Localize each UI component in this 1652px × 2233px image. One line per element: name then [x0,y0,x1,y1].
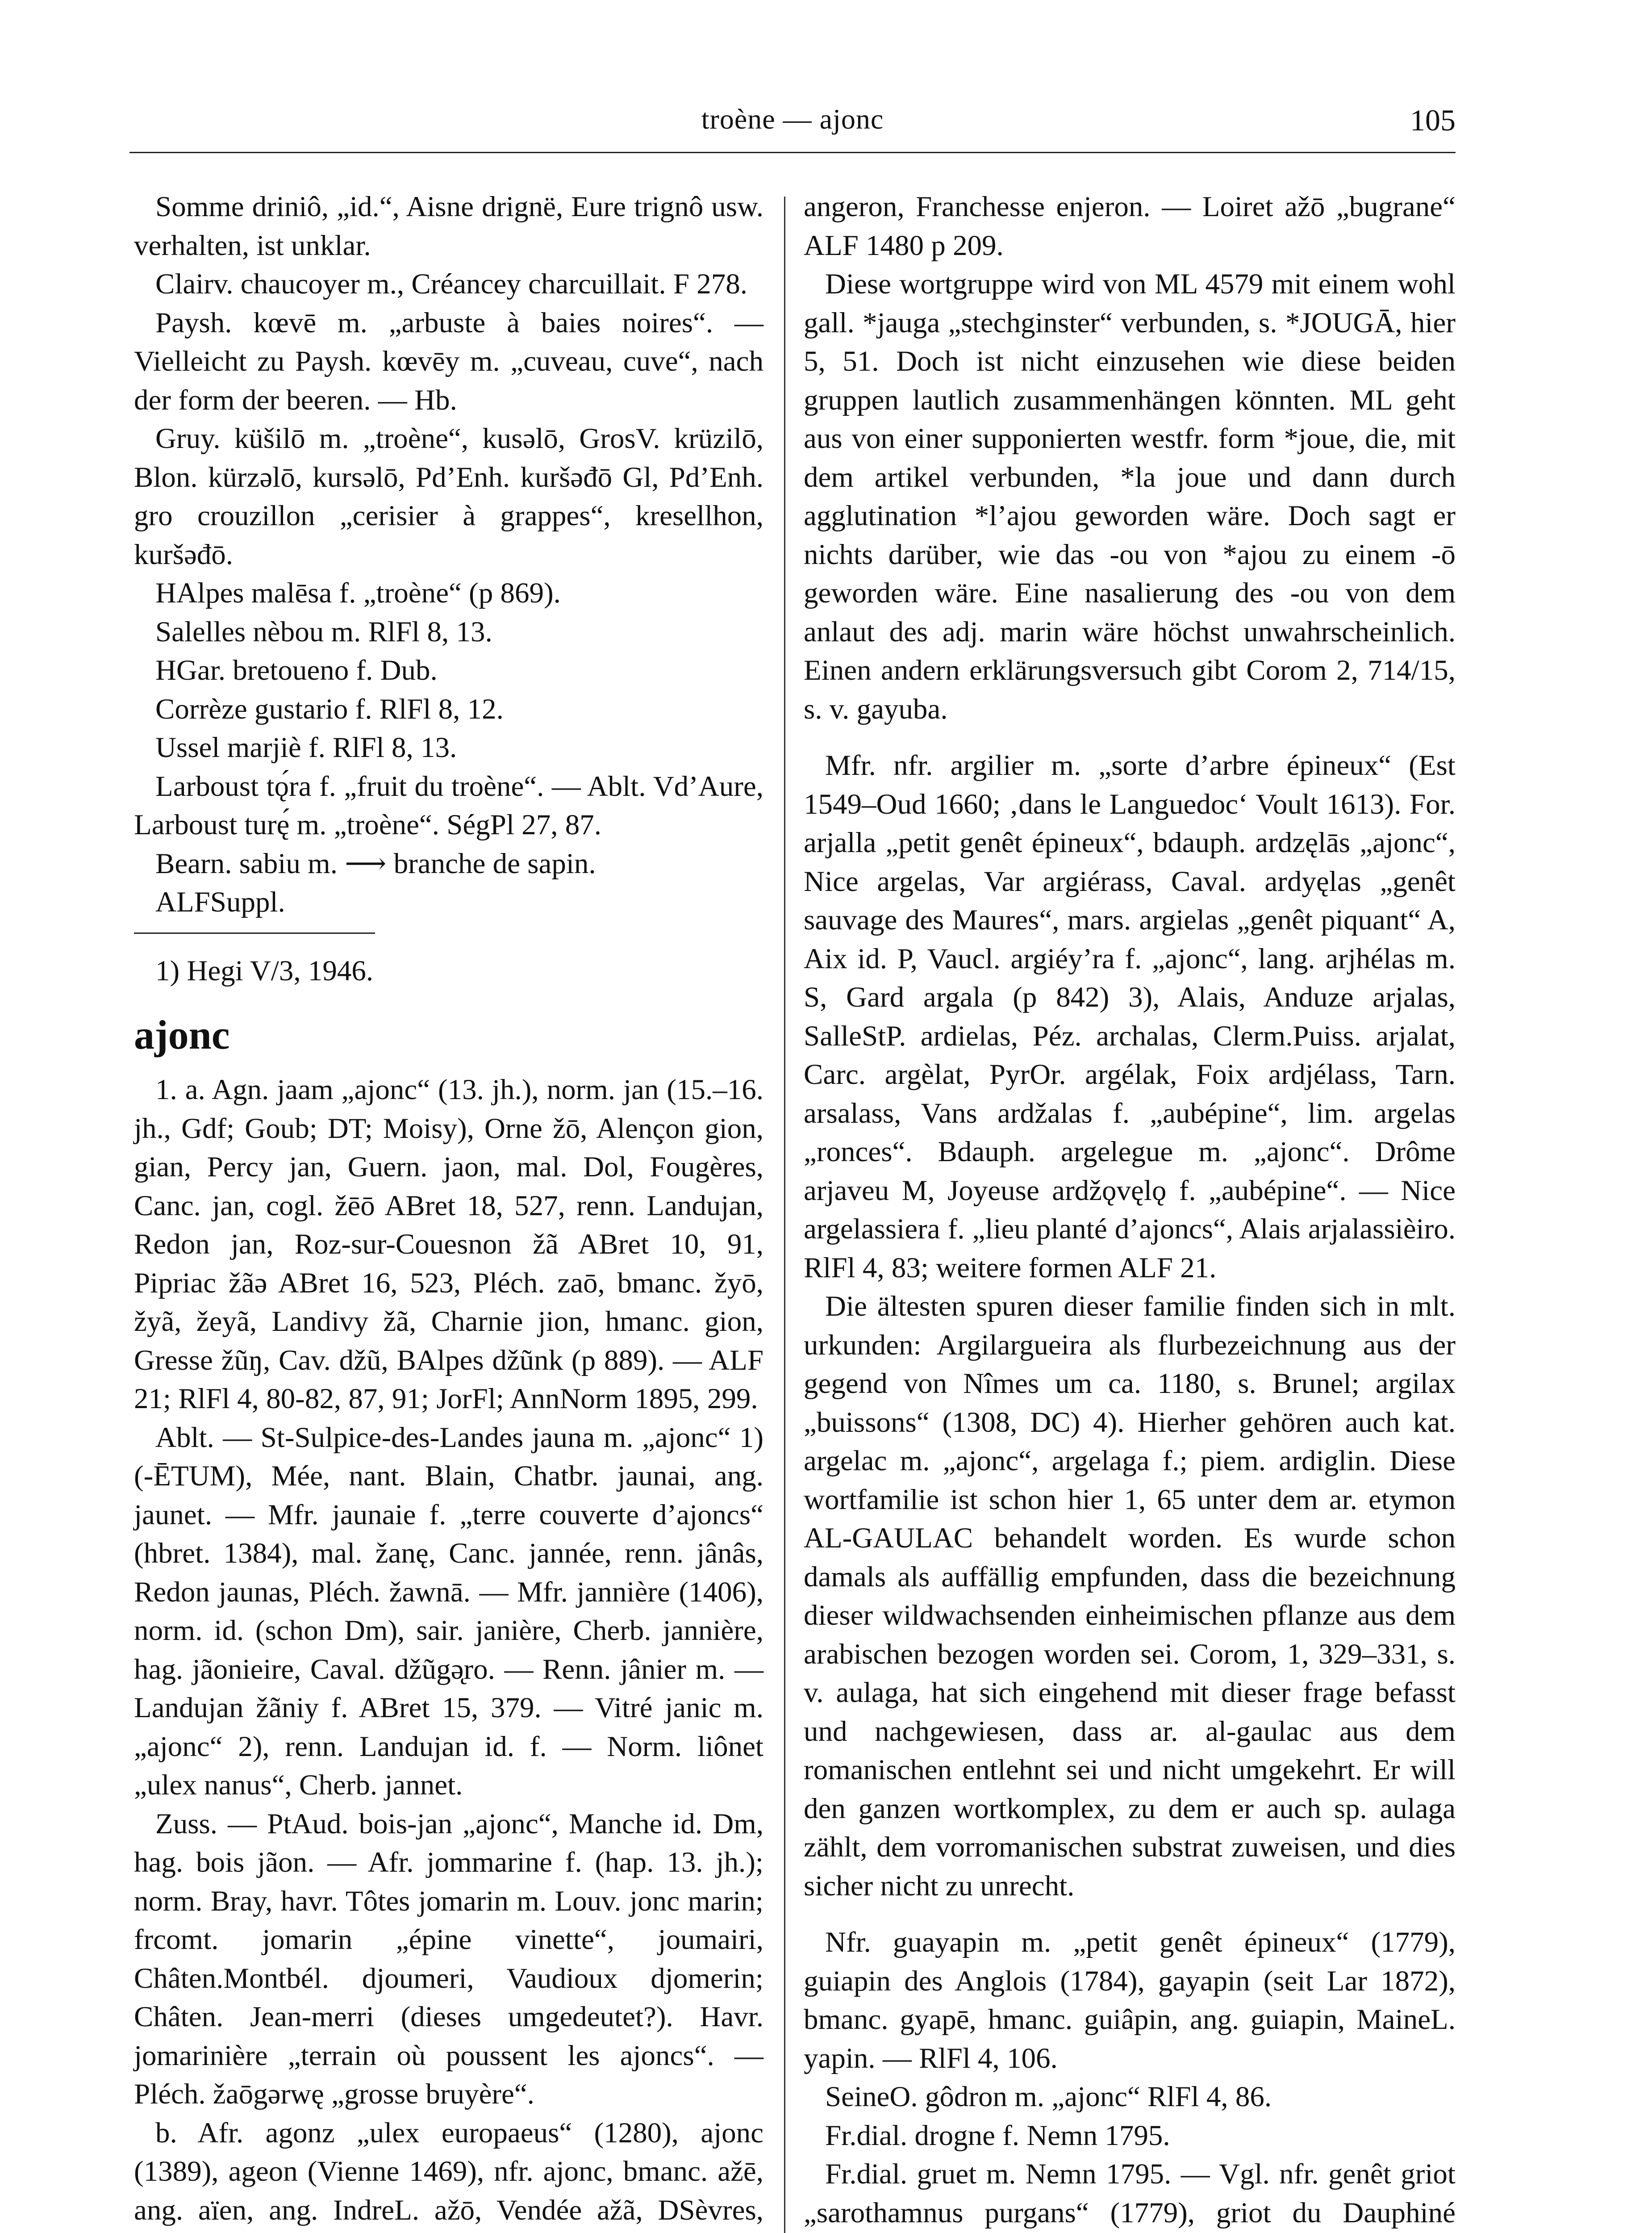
source-label: ALFSuppl. [155,886,285,918]
paragraph: Gruy. küšilō m. „troène“, kusəlō, GrosV. krüzilō, Blon. kürzəlō, kursəlō, Pd’Enh. kuršəđō Gl, Pd’Enh. gro crouzillon „cerisier à grappes“, kresellhon, kuršəđō. [134,422,763,571]
paragraph: Ablt. — St-Sulpice-des-Landes jauna m. „ajonc“ 1) (-ĒTUM), Mée, nant. Blain, Chatbr. jaunai, ang. jaunet. — Mfr. jaunaie f. „terre couverte d’ajoncs“ (hbret. 1384), mal. žanę, Canc. jannée, renn. jânâs, Redon jaunas, Pléch. žawnā. — Mfr. jannière (1406), norm. id. (schon Dm), sair. janière, Cherb. jannière, hag. jãonieire, Caval. džũgə̨ro. — Renn. jânier m. — Landujan žãniy f. ABret 15, 379. — Vitré janic m. „ajonc“ 2), renn. Landujan id. f. — Norm. liônet „ulex nanus“, Cherb. jannet. [134,1421,763,1801]
paragraph: Fr.dial. drogne f. Nemn 1795. [825,2119,1170,2152]
right-column [804,188,1456,2233]
paragraph: HAlpes malēsa f. „troène“ (p 869). [155,577,561,609]
paragraph: angeron, Franchesse enjeron. — Loiret ažō „bugrane“ ALF 1480 p 209. [804,191,1456,262]
paragraph: Paysh. kœvē m. „arbuste à baies noires“. — Vielleicht zu Paysh. kœvēy m. „cuveau, cuve“, nach der form der beeren. — Hb. [134,306,763,416]
paragraph: Diese wortgruppe wird von ML 4579 mit einem wohl gall. *jauga „stechginster“ verbunden, s. *JOUGĀ, hier 5, 51. Doch ist nicht einzusehen wie diese beiden gruppen lautlich zusammenhängen könnten. ML geht aus von einer supponierten westfr. form *joue, die, mit dem artikel verbunden, *la joue und dann durch agglutination *l’ajou geworden wäre. Doch sagt er nichts darüber, wie das -ou von *ajou zu einem -ō geworden wäre. Eine nasalierung des -ou von dem anlaut des adj. marin wäre höchst unwahrscheinlich. Einen andern erklärungsversuch gibt Corom 2, 714/15, s. v. gayuba. [804,268,1456,725]
paragraph: HGar. bretoueno f. Dub. [155,654,438,686]
page-header [129,89,1456,156]
paragraph: SeineO. gôdron m. „ajonc“ RlFl 4, 86. [825,2081,1272,2113]
column-divider [784,197,785,2233]
paragraph: Ussel marjiè f. RlFl 8, 13. [155,732,457,764]
paragraph: Clairv. chaucoyer m., Créancey charcuillait. F 278. [155,268,747,300]
header-rule [129,152,1456,153]
paragraph: Fr.dial. gruet m. Nemn 1795. — Vgl. nfr. genêt griot „sarothamnus purgans“ (1779), griot du Dauphiné [804,2158,1456,2229]
footnote-rule [134,933,375,934]
paragraph: Mfr. nfr. argilier m. „sorte d’arbre épineux“ (Est 1549–Oud 1660; ‚dans le Languedoc‘ Voult 1613). For. arjalla „petit genêt épineux“, bdauph. ardzęlās „ajonc“, Nice argelas, Var argiérass, Caval. ardyęlas „genêt sauvage des Maures“, mars. argielas „genêt piquant“ A, Aix id. P, Vaucl. argiéy’ra f. „ajonc“, lang. arjhélas m. S, Gard argala (p 842) 3), Alais, Anduze arjalas, SalleStP. ardielas, Péz. archalas, Clerm.Puiss. arjalat, Carc. argèlat, PyrOr. argélak, Foix ardjélass, Tarn. arsalass, Vans ardžalas f. „aubépine“, lim. argelas „ronces“. Bdauph. argelegue m. „ajonc“. Drôme arjaveu M, Joyeuse ardžǫvęlǫ f. „aubépine“. — Nice argelassiera f. „lieu planté d’ajoncs“, Alais arjalassièiro. RlFl 4, 83; weitere formen ALF 21. [804,749,1456,1284]
footnote: 1) Hegi V/3, 1946. [155,954,374,987]
running-head: troène — ajonc [701,103,884,135]
paragraph: Nfr. guayapin m. „petit genêt épineux“ (1779), guiapin des Anglois (1784), gayapin (seit Lar 1872), bmanc. gyapē, hmanc. guiâpin, ang. guiapin, MaineL. yapin. — RlFl 4, 106. [804,1926,1456,2074]
paragraph: 1. a. Agn. jaam „ajonc“ (13. jh.), norm. jan (15.–16. jh., Gdf; Goub; DT; Moisy), Orne žō, Alençon gion, gian, Percy jan, Guern. jaon, mal. Dol, Fougères, Canc. jan, cogl. žēō ABret 18, 527, renn. Landujan, Redon jan, Roz-sur-Couesnon žã ABret 10, 91, Pipriac žãə ABret 16, 523, Pléch. zaō, bmanc. žyō, žyã, žeyã, Landivy žã, Charnie jion, hmanc. gion, Gresse žũŋ, Cav. džũ, BAlpes džũnk (p 889). — ALF 21; RlFl 4, 80-82, 87, 91; JorFl; AnnNorm 1895, 299. [134,1074,763,1415]
paragraph: b. Afr. agonz „ulex europaeus“ (1280), ajonc (1389), ageon (Vienne 1469), nfr. ajonc, bmanc. ažē, ang. aïen, ang. IndreL. ažō, Vendée ažã, DSèvres, [134,2116,763,2226]
paragraph: Larboust tǫ́ra f. „fruit du troène“. — Ablt. Vd’Aure, Larboust turę́ m. „troène“. SégPl 27, 87. [134,770,763,841]
paragraph: Die ältesten spuren dieser familie finden sich in mlt. urkunden: Argilargueira als flurbezeichnung aus der gegend von Nîmes um ca. 1180, s. Brunel; argilax „buissons“ (1308, DC) 4). Hierher gehören auch kat. argelac m. „ajonc“, argelaga f.; piem. ardiglin. Diese wortfamilie ist schon hier 1, 65 unter dem ar. etymon AL-GAULAC behandelt worden. Es wurde schon damals als auffällig empfunden, dass die bezeichnung dieser wildwachsenden einheimischen pflanze aus dem arabischen bezogen worden sei. Corom, 1, 329–331, s. v. aulaga, hat sich eingehend mit dieser frage befasst und nachgewiesen, dass ar. al-gaulac aus dem romanischen entlehnt sei und nicht umgekehrt. Er will den ganzen wortkomplex, zu dem er auch sp. aulaga zählt, dem vorromanischen substrat zuweisen, und dies sicher nicht zu unrecht. [804,1290,1456,1902]
page-number: 105 [1410,103,1456,137]
paragraph: Somme driniô, „id.“, Aisne drignë, Eure trignô usw. verhalten, ist unklar. [134,191,763,262]
paragraph: Zuss. — PtAud. bois-jan „ajonc“, Manche id. Dm, hag. bois jãon. — Afr. jommarine f. (hap. 13. jh.); norm. Bray, havr. Tôtes jomarin m. Louv. jonc marin; frcomt. jomarin „épine vinette“, joumairi, Châten.Montbél. djoumeri, Vaudioux djomerin; Châten. Jean-merri (dieses umgedeutet?). Havr. jomarinière „terrain où poussent les ajoncs“. — Pléch. žaōgərwę „grosse bruyère“. [134,1807,763,2110]
paragraph: Salelles nèbou m. RlFl 8, 13. [155,615,492,648]
paragraph: Bearn. sabiu m. ⟶ branche de sapin. [155,847,596,880]
entry-headword: ajonc [134,1012,230,1058]
left-column [134,188,763,2233]
paragraph: Corrèze gustario f. RlFl 8, 12. [155,693,504,725]
